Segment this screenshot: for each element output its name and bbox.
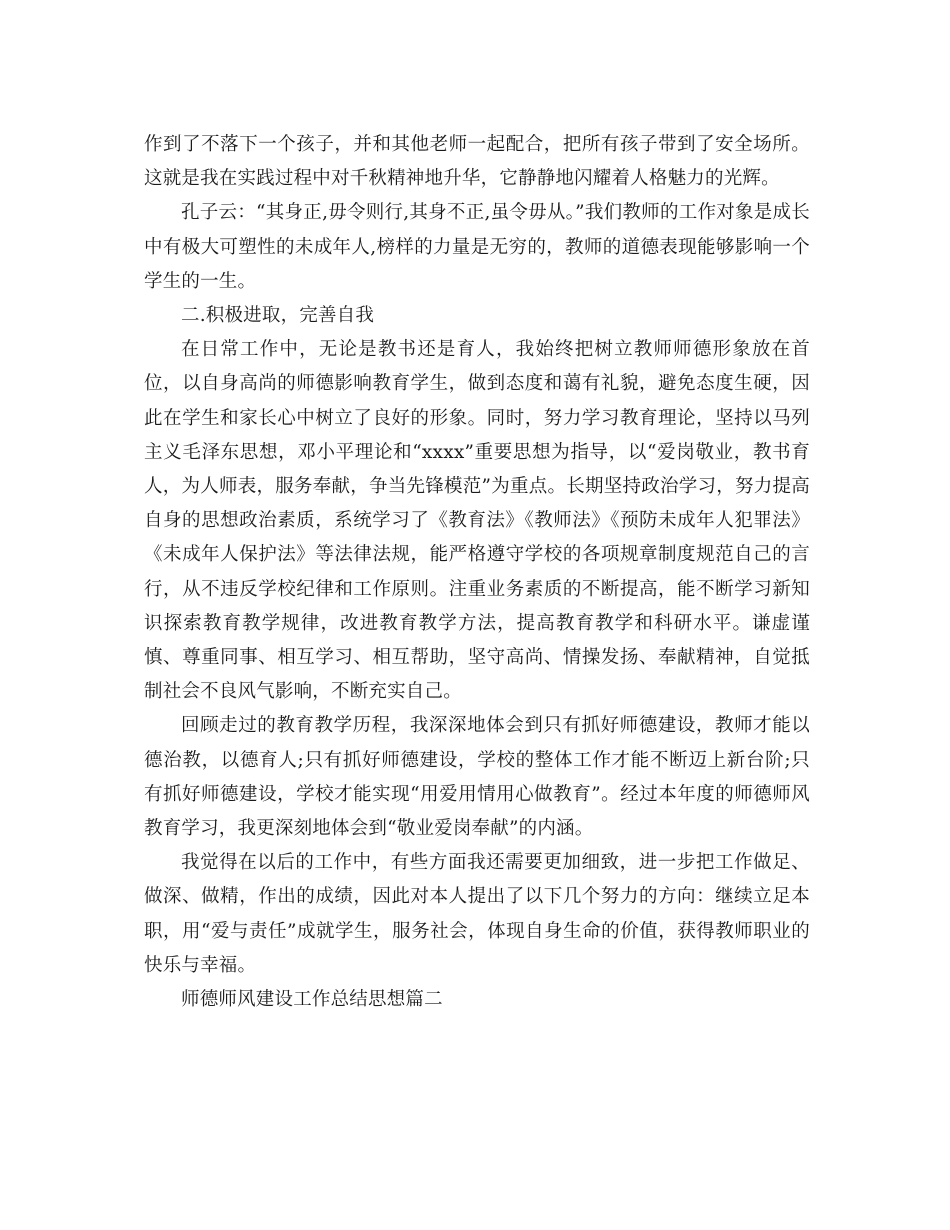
paragraph-confucius-quote: 孔子云：“其身正,毋令则行,其身不正,虽令毋从。”我们教师的工作对象是成长中有极大可塑性的未成年人,榜样的力量是无穷的，教师的道德表现能够影响一个学生的一生。 — [144, 202, 810, 292]
document-body — [144, 128, 810, 1017]
paragraph-review: 回顾走过的教育教学历程，我深深地体会到只有抓好师德建设，教师才能以德治教，以德育人;只有抓好师德建设，学校的整体工作才能不断迈上新台阶;只有抓好师德建设，学校才能实现“用爱用情用心做教育”。经过本年度的师德师风教育学习，我更深刻地体会到“敬业爱岗奉献”的内涵。 — [144, 715, 810, 840]
paragraph-continuation: 作到了不落下一个孩子，并和其他老师一起配合，把所有孩子带到了安全场所。这就是我在实践过程中对千秋精神地升华，它静静地闪耀着人格魅力的光辉。 — [144, 134, 810, 190]
paragraph-future-work: 我觉得在以后的工作中，有些方面我还需要更加细致，进一步把工作做足、做深、做精，作出的成绩，因此对本人提出了以下几个努力的方向：继续立足本职，用“爱与责任”成就学生，服务社会，体现自身生命的价值，获得教师职业的快乐与幸福。 — [144, 852, 810, 976]
section-heading-two: 二.积极进取，完善自我 — [181, 305, 375, 327]
next-article-title: 师德师风建设工作总结思想篇二 — [181, 989, 443, 1011]
paragraph-daily-work: 在日常工作中，无论是教书还是育人，我始终把树立教师师德形象放在首位，以自身高尚的师德影响教育学生，做到态度和蔼有礼貌，避免态度生硬，因此在学生和家长心中树立了良好的形象。同时，努力学习教育理论，坚持以马列主义毛泽东思想，邓小平理论和“xxxx”重要思想为指导，以“爱岗敬业，教书育人，为人师表，服务奉献，争当先锋模范”为重点。长期坚持政治学习，努力提高自身的思想政治素质，系统学习了《教育法》《教师法》《预防未成年人犯罪法》《未成年人保护法》等法律法规，能严格遵守学校的各项规章制度规范自己的言行，从不违反学校纪律和工作原则。注重业务素质的不断提高，能不断学习新知识探索教育教学规律，改进教育教学方法，提高教育教学和科研水平。谦虚谨慎、尊重同事、相互学习、相互帮助，坚守高尚、情操发扬、奉献精神，自觉抵制社会不良风气影响，不断充实自己。 — [144, 339, 810, 703]
